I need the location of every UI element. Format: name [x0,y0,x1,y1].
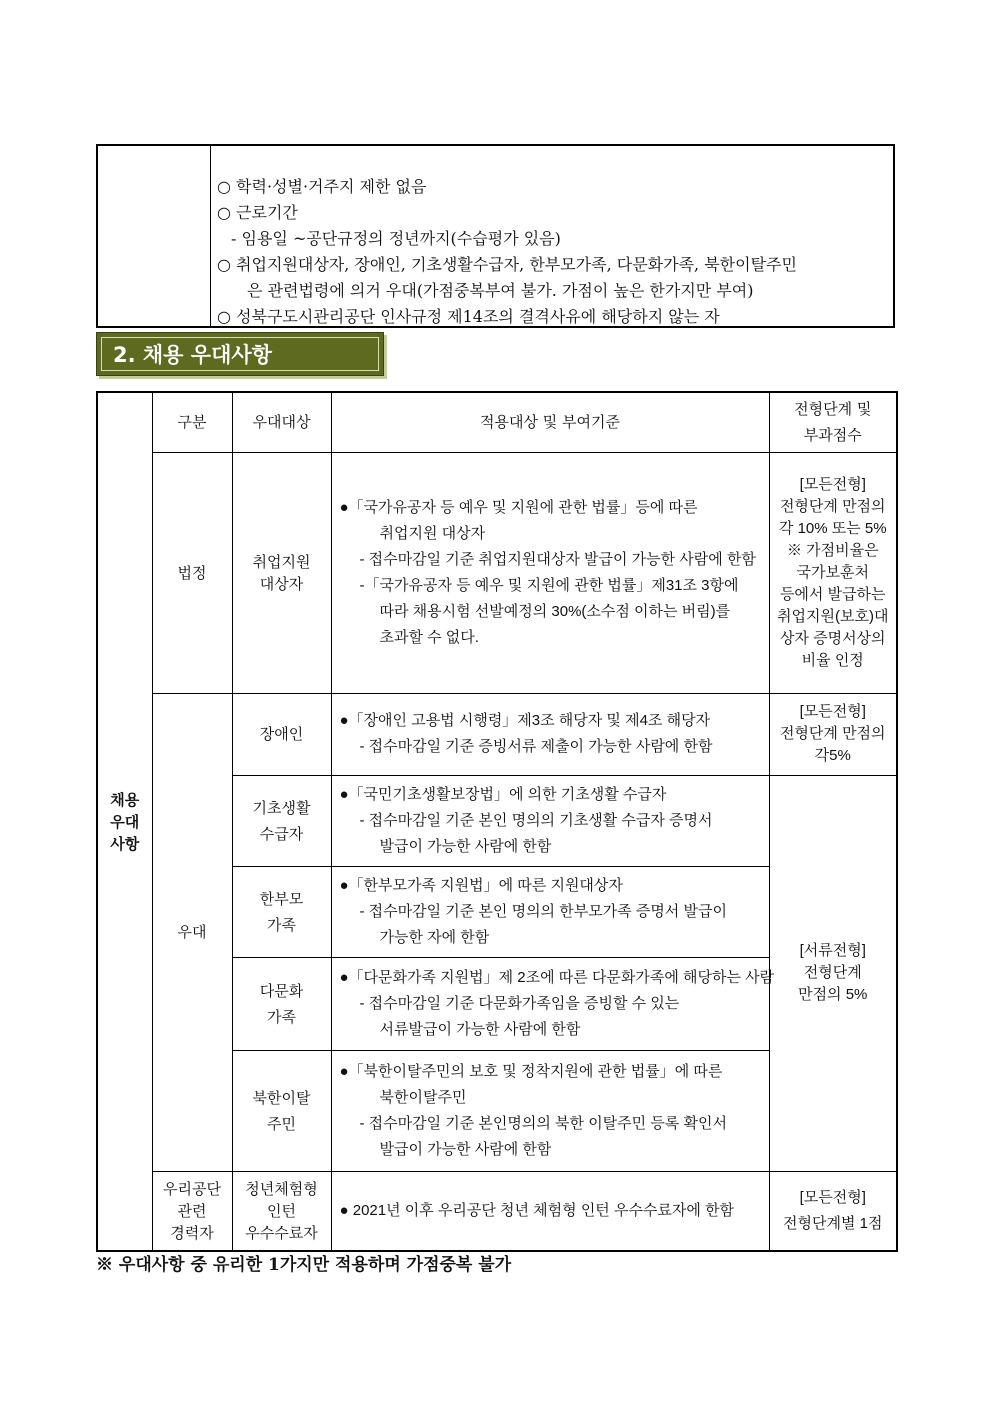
criteria-disabled [331,693,769,775]
criteria-employment-support [331,452,769,693]
criteria-line: 발급이 가능한 사람에 한함 [379,1140,552,1158]
score-line: 각5% [814,747,851,764]
score-line: [모든전형] [799,475,866,493]
target-intern [232,1171,331,1251]
side-label-line: 사항 [110,834,140,853]
target-line: 한부모 [259,889,304,908]
criteria-defector [331,1050,769,1171]
score-line: 전형단계 만점의 [779,497,886,515]
header-score-line: 전형단계 및 [794,400,872,419]
qualification-box [96,144,895,328]
header-criteria: 적용대상 및 부여기준 [331,392,769,452]
criteria-line: 초과할 수 없다. [379,628,479,646]
criteria-line: ●「장애인 고용법 시행령」제3조 해당자 및 제4조 해당자 [339,712,711,729]
criteria-line: - 접수마감일 기준 다문화가족임을 증빙할 수 있는 [359,994,680,1012]
criteria-line: - 접수마감일 기준 본인 명의의 기초생활 수급자 증명서 [359,811,713,829]
target-defector [232,1050,331,1171]
score-line: 상자 증명서상의 [779,629,886,647]
target-basic-livelihood [232,775,331,866]
group-legal: 법정 [152,452,232,693]
table-row [97,1171,897,1251]
score-line: [모든전형] [799,703,866,720]
group-line: 경력자 [170,1223,214,1242]
header-score-line: 부과점수 [803,426,862,445]
table-header-row [97,392,897,452]
score-line: 전형단계별 1점 [783,1214,883,1232]
footnote: ※ 우대사항 중 유리한 1가지만 적용하며 가점중복 불가 [96,1255,512,1275]
criteria-line: ●「국가유공자 등 예우 및 지원에 관한 법률」등에 따른 [339,498,698,516]
criteria-line: - 접수마감일 기준 본인 명의의 한부모가족 증명서 발급이 [359,902,727,920]
group-preferred: 우대 [152,693,232,1171]
criteria-single-parent [331,866,769,957]
header-category: 구분 [152,392,232,452]
qualification-list [217,174,887,330]
group-related [152,1171,232,1251]
target-line: 기초생활 [252,798,311,817]
target-single-parent [232,866,331,957]
target-line: 가족 [267,1007,296,1026]
target-line: 취업지원 [252,552,311,571]
score-line: 전형단계 [803,964,862,981]
table-row [97,693,897,775]
qualification-item: ○ 근로기간 [217,203,298,222]
target-employment-support [232,452,331,693]
qualification-label-cell [98,146,211,326]
criteria-multicultural [331,957,775,1050]
criteria-line: 가능한 자에 한함 [379,928,490,946]
target-line: 우수수료자 [245,1223,318,1242]
criteria-line: ●「국민기초생활보장법」에 의한 기초생활 수급자 [339,785,667,803]
score-line: ※ 가점비율은 [786,541,879,559]
score-line: 국가보훈처 [796,563,869,581]
score-line: 각 10% 또는 5% [778,519,887,537]
side-label-line: 채용 [110,790,140,809]
criteria-line: ●「다문화가족 지원법」제 2조에 따른 다문화가족에 해당하는 사람 [339,968,775,986]
criteria-line: 발급이 가능한 사람에 한함 [379,837,552,855]
header-score [769,392,897,452]
criteria-line: - 접수마감일 기준 취업지원대상자 발급이 가능한 사람에 한함 [359,550,756,568]
criteria-line: - 접수마감일 기준 증빙서류 제출이 가능한 사람에 한함 [359,738,713,755]
criteria-basic-livelihood [331,775,769,866]
target-disabled: 장애인 [232,693,331,775]
target-line: 청년체험형 [245,1179,318,1198]
target-line: 대상자 [259,574,304,593]
section-title: 2. 채용 우대사항 [113,343,272,367]
table-row [97,452,897,693]
criteria-line: 북한이탈주민 [379,1088,467,1106]
target-line: 가족 [267,915,296,934]
target-line: 다문화 [259,981,304,1000]
target-line: 인턴 [267,1201,296,1220]
criteria-line: - 접수마감일 기준 본인명의의 북한 이탈주민 등록 확인서 [359,1114,727,1132]
group-line: 우리공단 [163,1179,221,1198]
score-line: 전형단계 만점의 [779,725,886,742]
section-header [96,332,384,376]
qualification-item: ○ 학력·성별·거주지 제한 없음 [217,177,427,196]
criteria-line: -「국가유공자 등 예우 및 지원에 관한 법률」제31조 3항에 [359,576,739,594]
criteria-line: 따라 채용시험 선발예정의 30%(소수점 이하는 버림)를 [379,602,731,620]
score-employment-support [769,452,897,693]
score-line: 취업지원(보호)대 [777,607,889,625]
group-line: 관련 [177,1201,207,1220]
target-line: 북한이탈 [252,1088,311,1107]
qualification-item-continued: 은 관련법령에 의거 우대(가점중복부여 불가. 가점이 높은 한가지만 부여) [247,281,754,300]
score-line: 비율 인정 [801,651,864,669]
score-disabled [769,693,897,775]
target-line: 수급자 [259,824,304,843]
qualification-subitem: - 임용일 ~공단규정의 정년까지(수습평가 있음) [231,229,561,248]
score-line: 등에서 발급하는 [779,585,886,603]
criteria-line: ● 2021년 이후 우리공단 청년 체험형 인턴 우수수료자에 한함 [339,1201,735,1219]
qualification-item: ○ 성북구도시관리공단 인사규정 제14조의 결격사유에 해당하지 않는 자 [217,307,720,326]
score-line: 만점의 5% [798,986,868,1003]
score-shared [769,775,897,1171]
target-line: 주민 [267,1114,296,1133]
header-target: 우대대상 [232,392,331,452]
qualification-item: ○ 취업지원대상자, 장애인, 기초생활수급자, 한부모가족, 다문화가족, 북한이탈주민 [217,255,797,274]
score-intern [769,1171,897,1251]
side-label [97,392,152,1251]
target-multicultural [232,957,331,1050]
preference-table [96,391,898,1252]
criteria-line: 서류발급이 가능한 사람에 한함 [379,1020,581,1038]
criteria-line: ●「북한이탈주민의 보호 및 정착지원에 관한 법률」에 따른 [339,1062,723,1080]
score-line: [서류전형] [799,942,866,959]
score-line: [모든전형] [799,1188,866,1206]
side-label-line: 우대 [110,812,140,831]
criteria-line: 취업지원 대상자 [379,524,486,542]
criteria-intern [331,1171,769,1251]
criteria-line: ●「한부모가족 지원법」에 따른 지원대상자 [339,876,623,894]
